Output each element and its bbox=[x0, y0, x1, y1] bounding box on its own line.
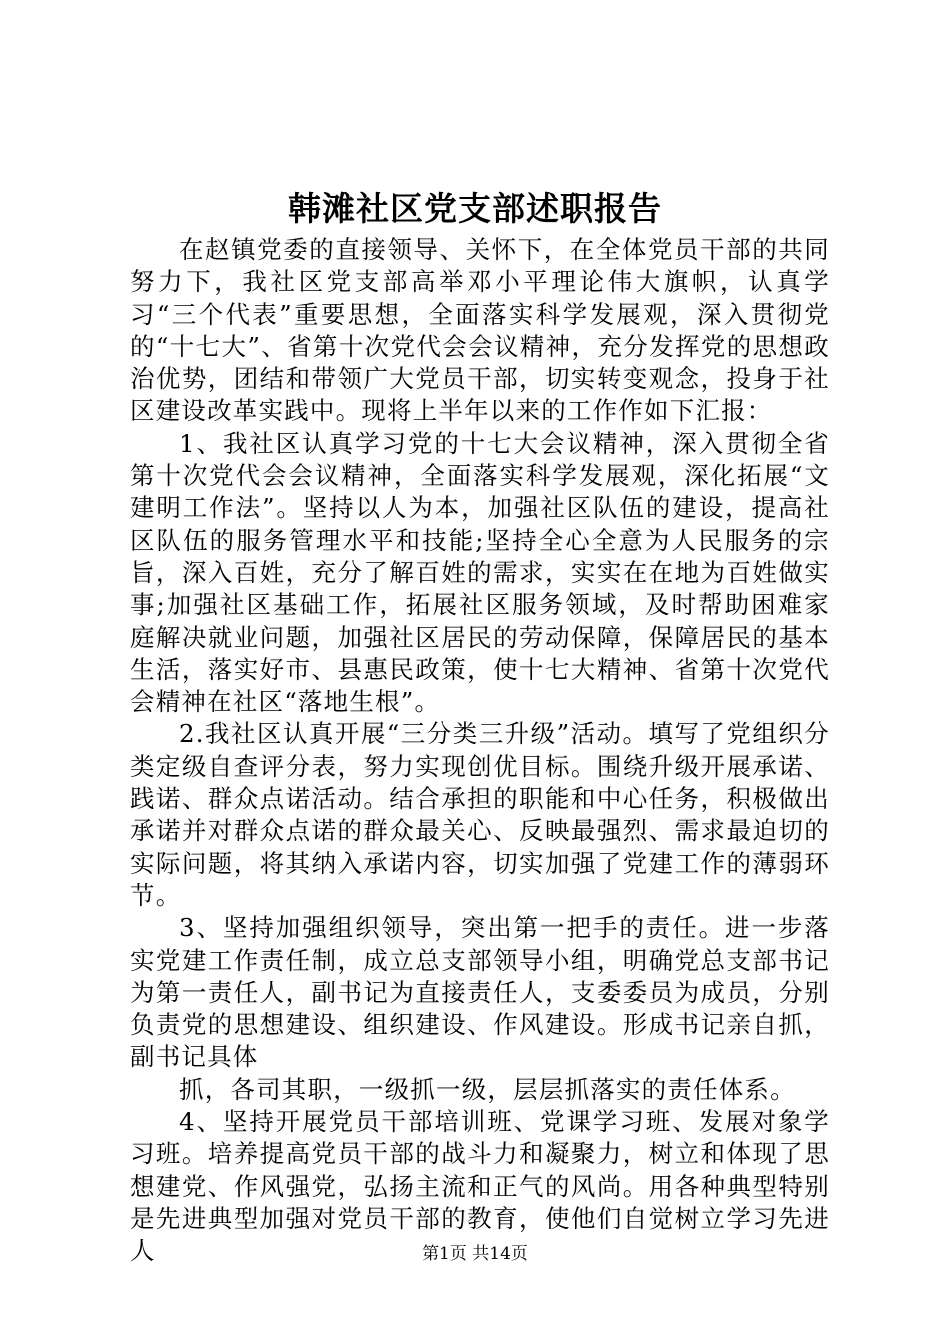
document-title: 韩滩社区党支部述职报告 bbox=[288, 189, 662, 228]
item-3-continuation-paragraph: 抓，各司其职，一级抓一级，层层抓落实的责任体系。 bbox=[179, 1074, 796, 1104]
item-3-paragraph: 3、坚持加强组织领导，突出第一把手的责任。进一步落实党建工作责任制，成立总支部领导小组，明确党总支部书记为第一责任人，副书记为直接责任人，支委委员为成员，分别负责党的思想建设、组织建设、作风建设。形成书记亲自抓，副书记具体 bbox=[130, 913, 830, 1072]
document-body bbox=[130, 234, 830, 1268]
item-4-paragraph: 4、坚持开展党员干部培训班、党课学习班、发展对象学习班。培养提高党员干部的战斗力和凝聚力，树立和体现了思想建党、作风强党，弘扬主流和正气的风尚。用各种典型特别是先进典型加强对党员干部的教育，使他们自觉树立学习先进人 bbox=[130, 1107, 830, 1266]
intro-paragraph: 在赵镇党委的直接领导、关怀下，在全体党员干部的共同努力下，我社区党支部高举邓小平理论伟大旗帜，认真学习“三个代表”重要思想，全面落实科学发展观，深入贯彻党的“十七大”、省第十次党代会会议精神，充分发挥党的思想政治优势，团结和带领广大党员干部，切实转变观念，投身于社区建设改革实践中。现将上半年以来的工作作如下汇报： bbox=[130, 235, 830, 426]
item-1-paragraph: 1、我社区认真学习党的十七大会议精神，深入贯彻全省第十次党代会会议精神，全面落实科学发展观，深化拓展“文建明工作法”。坚持以人为本，加强社区队伍的建设，提高社区队伍的服务管理水平和技能;坚持全心全意为人民服务的宗旨，深入百姓，充分了解百姓的需求，实实在在地为百姓做实事;加强社区基础工作，拓展社区服务领域，及时帮助困难家庭解决就业问题，加强社区居民的劳动保障，保障居民的基本生活，落实好市、县惠民政策，使十七大精神、省第十次党代会精神在社区“落地生根”。 bbox=[130, 428, 830, 717]
page-number-footer: 第1页 共14页 bbox=[422, 1244, 528, 1264]
item-2-paragraph: 2.我社区认真开展“三分类三升级”活动。填写了党组织分类定级自查评分表，努力实现创优目标。围绕升级开展承诺、践诺、群众点诺活动。结合承担的职能和中心任务，积极做出承诺并对群众点诺的群众最关心、反映最强烈、需求最迫切的实际问题，将其纳入承诺内容，切实加强了党建工作的薄弱环节。 bbox=[130, 719, 830, 910]
